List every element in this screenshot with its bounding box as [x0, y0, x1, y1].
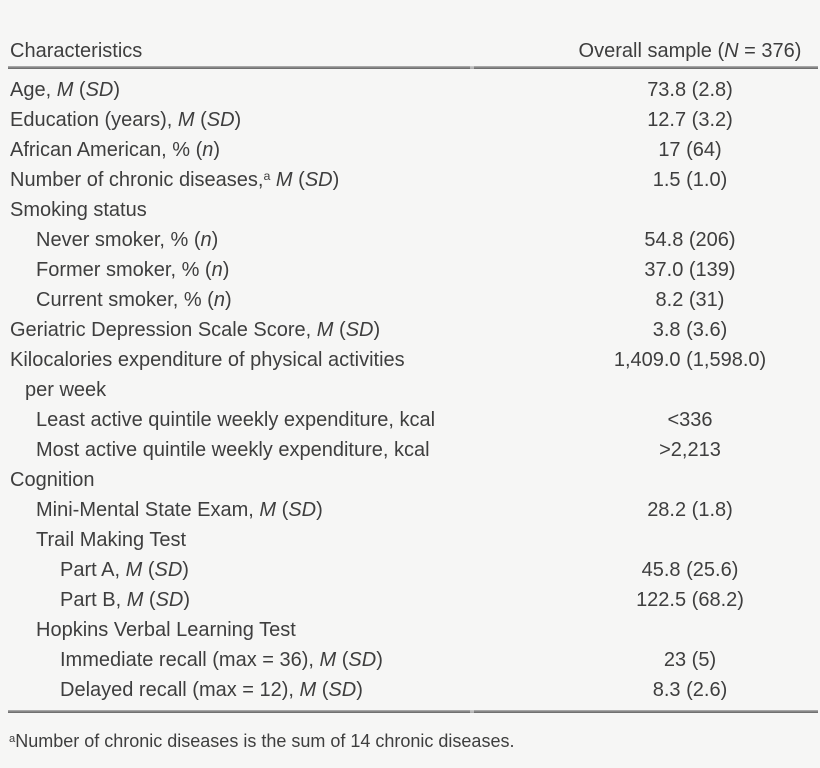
- row-value: 17 (64): [658, 139, 722, 161]
- row-label: Education (years), M (SD): [10, 109, 242, 131]
- table-row: [0, 285, 820, 315]
- row-label: Cognition: [10, 469, 95, 491]
- row-label: Geriatric Depression Scale Score, M (SD): [10, 319, 381, 341]
- bottom-rule-left-segment: [8, 710, 470, 713]
- table-header-row: [0, 38, 820, 64]
- row-value: <336: [667, 409, 713, 431]
- row-value: 12.7 (3.2): [647, 109, 733, 131]
- row-label-continuation: per week: [25, 379, 107, 401]
- row-label: Part A, M (SD): [60, 559, 189, 581]
- row-label: Current smoker, % (n): [36, 289, 232, 311]
- table-row: [0, 255, 820, 285]
- row-value: 37.0 (139): [644, 259, 736, 281]
- row-label: Former smoker, % (n): [36, 259, 230, 281]
- row-label: Immediate recall (max = 36), M (SD): [60, 649, 383, 671]
- row-label: African American, % (n): [10, 139, 221, 161]
- row-value: 54.8 (206): [644, 229, 736, 251]
- header-rule-left-segment: [8, 66, 470, 69]
- table-row: [0, 675, 820, 705]
- table-row: [0, 525, 820, 555]
- table-row: [0, 555, 820, 585]
- table-row: [0, 405, 820, 435]
- row-label: Kilocalories expenditure of physical activities per week: [0, 345, 560, 405]
- row-value: 28.2 (1.8): [647, 499, 733, 521]
- row-value: 73.8 (2.8): [647, 79, 733, 101]
- row-value: 23 (5): [663, 649, 717, 671]
- table-row: [0, 105, 820, 135]
- row-label: Trail Making Test: [36, 529, 187, 551]
- table-row: [0, 225, 820, 255]
- row-value: 45.8 (25.6): [641, 559, 739, 581]
- table-row: [0, 135, 820, 165]
- row-value: 122.5 (68.2): [636, 589, 744, 611]
- row-label: Age, M (SD): [10, 79, 121, 101]
- table-row: [0, 315, 820, 345]
- table-row: [0, 345, 820, 405]
- row-label: Most active quintile weekly expenditure, kcal: [36, 439, 430, 461]
- row-value: 8.3 (2.6): [652, 679, 728, 701]
- row-label: Smoking status: [10, 199, 147, 221]
- table-row: [0, 585, 820, 615]
- row-value: >2,213: [659, 439, 721, 461]
- column-header-characteristics: Characteristics: [10, 40, 143, 62]
- row-value: 1,409.0 (1,598.0): [613, 349, 767, 371]
- bottom-rule-right-segment: [474, 710, 818, 713]
- table-row: [0, 435, 820, 465]
- row-label: Least active quintile weekly expenditure, kcal: [36, 409, 436, 431]
- table-row: [0, 165, 820, 195]
- row-value: 8.2 (31): [655, 289, 725, 311]
- table-row: [0, 645, 820, 675]
- table-row: [0, 465, 820, 495]
- header-rule-right-segment: [474, 66, 818, 69]
- header-rule: [8, 66, 818, 69]
- table-row: [0, 195, 820, 225]
- table-footnote: $^a$Number of chronic diseases is the sum of 14 chronic diseases.: [9, 731, 515, 751]
- row-label: Hopkins Verbal Learning Test: [36, 619, 296, 641]
- table-body: [0, 69, 820, 705]
- table-row: [0, 615, 820, 645]
- table-row: [0, 495, 820, 525]
- row-label: Delayed recall (max = 12), M (SD): [60, 679, 363, 701]
- row-value: 1.5 (1.0): [652, 169, 728, 191]
- row-label: Mini-Mental State Exam, M (SD): [36, 499, 323, 521]
- bottom-rule: [8, 710, 818, 713]
- table-row: [0, 75, 820, 105]
- row-value: 3.8 (3.6): [652, 319, 728, 341]
- column-header-overall-sample: Overall sample (N = 376): [578, 40, 802, 62]
- row-label: Number of chronic diseases,$^a$ M (SD): [10, 169, 340, 191]
- row-label: Never smoker, % (n): [36, 229, 219, 251]
- row-label: Part B, M (SD): [60, 589, 191, 611]
